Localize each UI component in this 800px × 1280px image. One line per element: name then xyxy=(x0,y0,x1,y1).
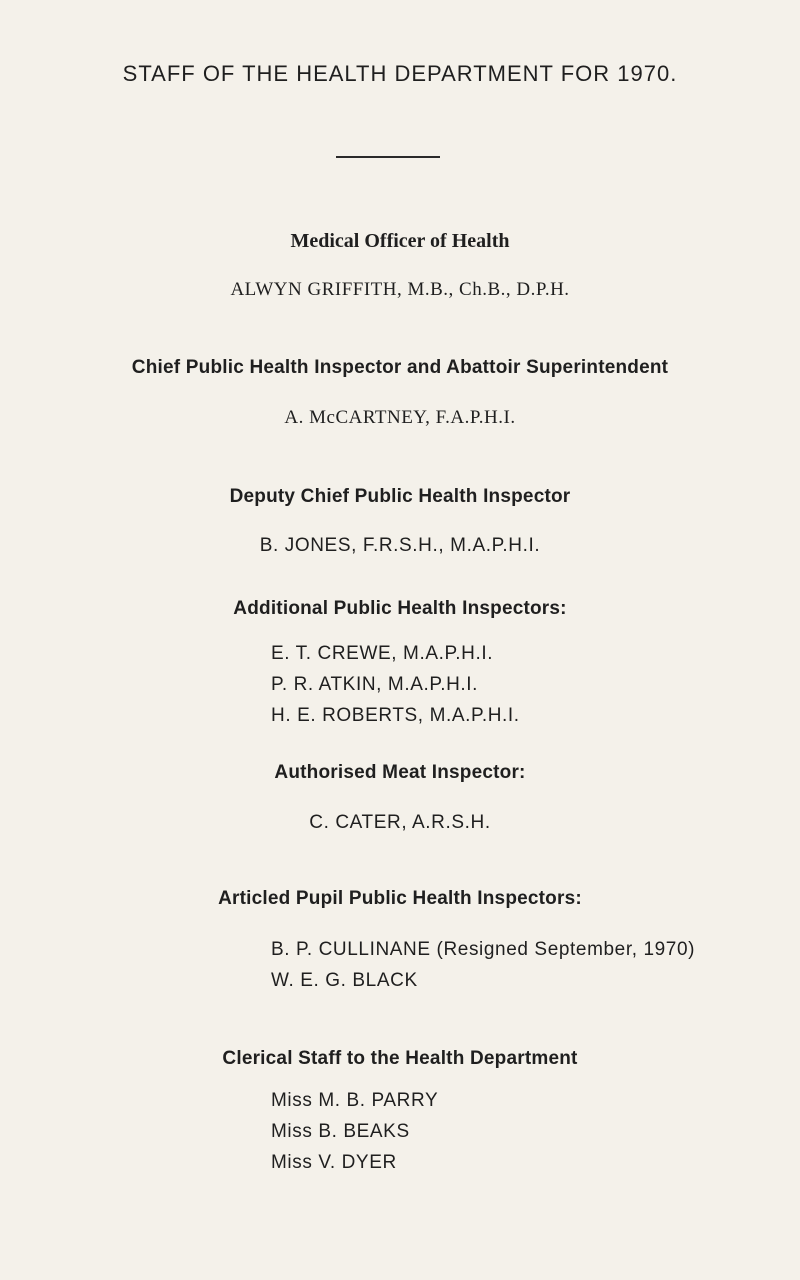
staff-name-clerical-2: Miss B. BEAKS xyxy=(271,1121,410,1142)
staff-name-additional-3: H. E. ROBERTS, M.A.P.H.I. xyxy=(271,705,520,726)
section-heading-chief-inspector: Chief Public Health Inspector and Abattoir Superintendent xyxy=(131,357,669,378)
staff-name-clerical-1: Miss M. B. PARRY xyxy=(271,1090,439,1111)
section-heading-articled-pupils: Articled Pupil Public Health Inspectors: xyxy=(218,888,582,909)
staff-name-meat-inspector: C. CATER, A.R.S.H. xyxy=(309,812,491,833)
staff-name-additional-2: P. R. ATKIN, M.A.P.H.I. xyxy=(271,674,479,695)
section-heading-additional-inspectors: Additional Public Health Inspectors: xyxy=(233,598,567,619)
section-heading-clerical-staff: Clerical Staff to the Health Department xyxy=(222,1048,578,1069)
staff-name-chief-inspector: A. McCARTNEY, F.A.P.H.I. xyxy=(284,407,516,428)
staff-name-medical-officer: ALWYN GRIFFITH, M.B., Ch.B., D.P.H. xyxy=(230,279,570,300)
staff-name-deputy-chief: B. JONES, F.R.S.H., M.A.P.H.I. xyxy=(259,535,541,556)
section-heading-medical-officer: Medical Officer of Health xyxy=(290,230,510,252)
staff-name-articled-1: B. P. CULLINANE (Resigned September, 1970) xyxy=(271,939,696,960)
title-divider xyxy=(336,156,440,158)
page-title: STAFF OF THE HEALTH DEPARTMENT FOR 1970. xyxy=(122,61,678,86)
staff-name-clerical-3: Miss V. DYER xyxy=(271,1152,397,1173)
staff-name-articled-2: W. E. G. BLACK xyxy=(271,970,418,991)
section-heading-meat-inspector: Authorised Meat Inspector: xyxy=(274,762,526,783)
staff-name-additional-1: E. T. CREWE, M.A.P.H.I. xyxy=(271,643,494,664)
section-heading-deputy-chief: Deputy Chief Public Health Inspector xyxy=(229,486,571,507)
